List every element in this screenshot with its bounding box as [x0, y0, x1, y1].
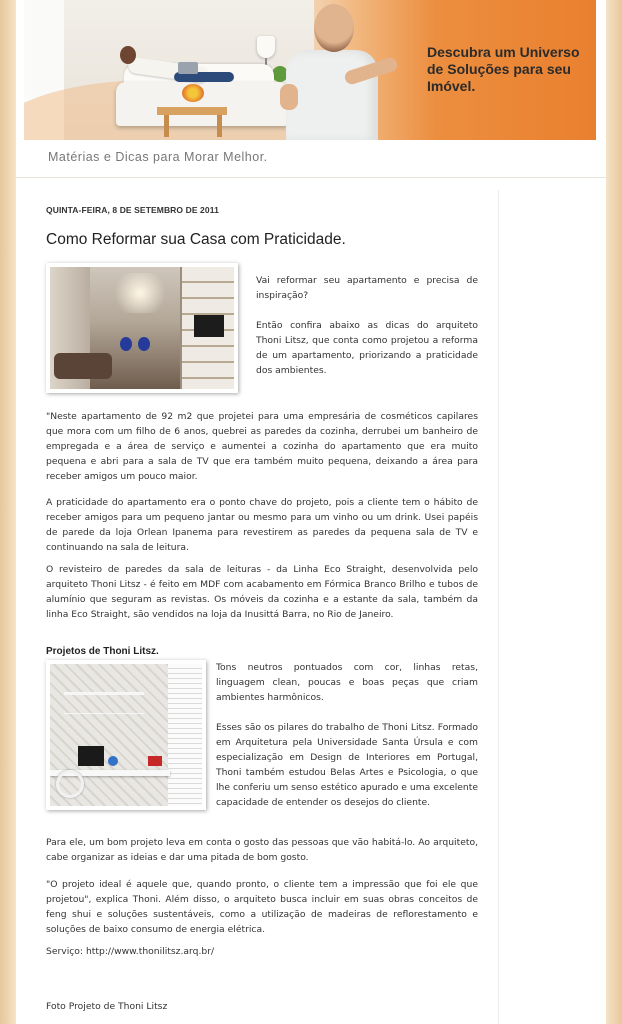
- table-leg: [217, 115, 222, 137]
- service-label: Serviço:: [46, 946, 84, 957]
- photo-shelves: [64, 674, 144, 714]
- bio-paragraph-2: Esses são os pilares do trabalho de Thoni Litsz. Formado em Arquitetura pela Universidade Santa Úrsula e com especialização em Design de Interiores em Portugal, Thoni também estudou Belas Artes e Psicologia, o que lhe conferiu um senso estético apurado e uma excelente capacidade de entender os desejos do cliente.: [216, 722, 478, 808]
- header-divider: [16, 177, 606, 178]
- man-head: [314, 4, 354, 52]
- coffee-table: [157, 107, 227, 115]
- intro-paragraph-2: Então confira abaixo as dicas do arquiteto Thoni Litsz, que conta como projetou a reforma de um apartamento, priorizando a praticidade dos ambientes.: [256, 320, 478, 376]
- sidebar-divider: [498, 190, 499, 1024]
- man-body: [286, 50, 378, 140]
- photo-blind: [168, 664, 202, 806]
- lamp-illustration: [257, 36, 275, 58]
- post-date: QUINTA-FEIRA, 8 DE SETEMBRO DE 2011: [46, 205, 219, 215]
- post-intro: [256, 273, 478, 393]
- post-title[interactable]: Como Reformar sua Casa com Praticidade.: [46, 231, 346, 248]
- paragraph-1: "Neste apartamento de 92 m2 que projetei para uma empresária de cosméticos capilares que mora com um filho de 6 anos, quebrei as paredes da cozinha, derrubei um banheiro de empregada e a área de serviço e aumentei a cozinha do apartamento que era muito pequena e abri para a sala de TV que era também muito pequena, deixando a área para receber amigos um pouco maior.: [46, 411, 478, 482]
- photo-chair: [120, 337, 132, 351]
- paragraph-2: A praticidade do apartamento era o ponto chave do projeto, pois a cliente tem o hábito de receber amigos para um pequeno jantar ou mesmo para um vinho ou um drink. Usei papéis de parede da loja Orlean Ipanema para revestirem as paredes da pequena sala de TV e continuando na sala de leitura.: [46, 497, 478, 553]
- photo-monitor: [78, 746, 104, 766]
- banner-line-2: de Soluções para seu: [427, 61, 571, 77]
- banner-line-3: Imóvel.: [427, 78, 476, 94]
- photo-globe: [108, 756, 118, 766]
- office-photo-image: [50, 664, 202, 806]
- service-link[interactable]: http://www.thonilitsz.arq.br/: [85, 946, 215, 957]
- photo-light: [110, 273, 170, 313]
- left-border: [0, 0, 16, 1024]
- photo-chair: [138, 337, 150, 351]
- paragraph-3: O revisteiro de paredes da sala de leituras - da Linha Eco Straight, desenvolvida pelo arquiteto Thoni Litsz - é feito em MDF com acabamento em Fórmica Branco Brilho e tubos de alumínio que seguram as revistas. Os móveis da cozinha e a estante da sala, também da linha Eco Straight, são vendidos na loja da Inusittá Barra, no Rio de Janeiro.: [46, 564, 478, 620]
- architect-bio: [216, 660, 478, 825]
- laptop-illustration: [178, 62, 198, 74]
- blog-tagline: Matérias e Dicas para Morar Melhor.: [48, 150, 268, 164]
- apartment-photo-image: [50, 267, 234, 389]
- flowers-illustration: [182, 84, 204, 102]
- photo-chair: [56, 770, 84, 798]
- right-border: [606, 0, 622, 1024]
- bio-paragraph-1: Tons neutros pontuados com cor, linhas retas, linguagem clean, poucas e boas peças que criam ambientes harmônicos.: [216, 662, 478, 703]
- banner-slogan: [427, 44, 595, 95]
- apartment-photo[interactable]: [46, 263, 238, 393]
- header-banner[interactable]: [24, 0, 596, 140]
- photo-toy: [148, 756, 162, 766]
- banner-line-1: Descubra um Universo: [427, 44, 580, 60]
- paragraph-4: Para ele, um bom projeto leva em conta o gosto das pessoas que vão habitá-lo. Ao arquiteto, cabe organizar as ideias e dar uma pitada de bom gosto.: [46, 837, 478, 863]
- intro-paragraph-1: Vai reformar seu apartamento e precisa de inspiração?: [256, 275, 478, 301]
- thumbs-up-hand: [280, 84, 298, 110]
- photo-credit: Foto Projeto de Thoni Litsz: [46, 1001, 168, 1012]
- projects-subheading: Projetos de Thoni Litsz.: [46, 646, 159, 657]
- page: [16, 0, 606, 1024]
- office-photo[interactable]: [46, 660, 206, 810]
- paragraph-5: "O projeto ideal é aquele que, quando pronto, o cliente tem a impressão que foi ele que projetou", explica Thoni. Além disso, o arquiteto busca incluir em suas obras conceitos de feng shui e soluções sustentáveis, como a utilização de madeiras de reflorestamento e soluções de baixo consumo de energia elétrica.: [46, 879, 478, 935]
- woman-head: [120, 46, 136, 64]
- photo-sofa: [54, 353, 112, 379]
- table-leg: [164, 115, 169, 137]
- photo-tv: [194, 315, 224, 337]
- service-line: [46, 944, 478, 959]
